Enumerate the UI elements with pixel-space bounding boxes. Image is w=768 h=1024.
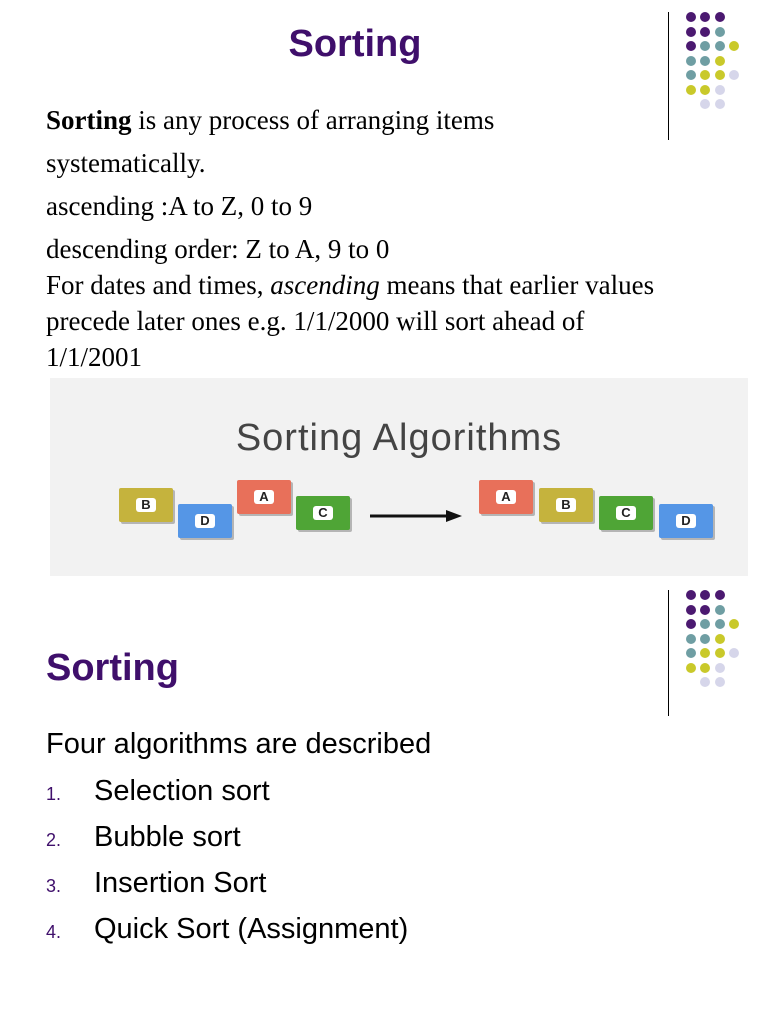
block-letter: C xyxy=(616,506,635,520)
figure-title: Sorting Algorithms xyxy=(235,417,563,459)
decorative-dot xyxy=(686,663,696,673)
decorative-dot xyxy=(715,619,725,629)
decorative-dot xyxy=(700,634,710,644)
block-letter: A xyxy=(254,490,273,504)
decorative-dot xyxy=(686,634,696,644)
decorative-dot xyxy=(715,590,725,600)
list-item-text: Bubble sort xyxy=(94,821,241,853)
slide-title: Sorting xyxy=(46,647,179,689)
decorative-dot xyxy=(715,677,725,687)
sorting-algorithms-figure xyxy=(50,378,748,576)
block-letter: D xyxy=(195,514,214,528)
decorative-dot xyxy=(686,590,696,600)
decorative-dot xyxy=(700,605,710,615)
decorative-dot xyxy=(700,85,710,95)
block-sorted-1 xyxy=(479,480,533,514)
dates-emphasis: ascending xyxy=(270,270,380,300)
block-letter: A xyxy=(496,490,515,504)
decorative-dot xyxy=(686,12,696,22)
decorative-dot xyxy=(715,663,725,673)
block-letter: C xyxy=(313,506,332,520)
list-number: 3. xyxy=(46,876,62,896)
ascending-line: ascending :A to Z, 0 to 9 xyxy=(46,191,313,221)
arrow-right-icon xyxy=(368,506,464,526)
dates-line-3: 1/1/2001 xyxy=(46,342,143,372)
divider-line xyxy=(668,590,669,716)
dates-prefix: For dates and times, xyxy=(46,270,271,300)
slide-title: Sorting xyxy=(288,23,422,65)
decorative-dot xyxy=(715,56,725,66)
decorative-dot xyxy=(686,619,696,629)
decorative-dot xyxy=(686,70,696,80)
block-sorted-2 xyxy=(539,488,593,522)
block-letter: B xyxy=(136,498,155,512)
decorative-dot xyxy=(700,677,710,687)
decorative-dot xyxy=(686,648,696,658)
decorative-dot xyxy=(715,634,725,644)
definition-text: is any process of arranging items xyxy=(131,105,495,135)
decorative-dot xyxy=(715,12,725,22)
decorative-dot xyxy=(715,70,725,80)
decorative-dot xyxy=(700,12,710,22)
decorative-dot xyxy=(700,41,710,51)
decorative-dot xyxy=(700,27,710,37)
decorative-dot xyxy=(686,56,696,66)
block-unsorted-4 xyxy=(296,496,350,530)
decorative-dot xyxy=(700,619,710,629)
decorative-dot xyxy=(715,41,725,51)
decorative-dot xyxy=(715,648,725,658)
decorative-dot xyxy=(729,648,739,658)
list-item-text: Selection sort xyxy=(94,775,270,807)
block-sorted-4 xyxy=(659,504,713,538)
dates-line-2: precede later ones e.g. 1/1/2000 will sort ahead of xyxy=(46,306,585,336)
decorative-dot xyxy=(686,85,696,95)
block-unsorted-1 xyxy=(119,488,173,522)
block-sorted-3 xyxy=(599,496,653,530)
decorative-dot xyxy=(686,605,696,615)
dates-paragraph xyxy=(46,267,736,375)
decorative-dot xyxy=(700,648,710,658)
decorative-dot xyxy=(715,605,725,615)
decorative-dot xyxy=(729,41,739,51)
block-letter: D xyxy=(676,514,695,528)
decorative-dot xyxy=(700,590,710,600)
block-unsorted-2 xyxy=(178,504,232,538)
decorative-dot xyxy=(700,663,710,673)
decorative-dot xyxy=(729,619,739,629)
definition-line-2: systematically. xyxy=(46,148,206,178)
list-item-text: Quick Sort (Assignment) xyxy=(94,913,409,945)
decorative-dot xyxy=(729,70,739,80)
dot-grid-decoration xyxy=(668,590,758,720)
list-number: 1. xyxy=(46,784,62,804)
decorative-dot xyxy=(700,56,710,66)
decorative-dot xyxy=(686,27,696,37)
decorative-dot xyxy=(700,70,710,80)
definition-line xyxy=(46,99,736,142)
slide-body xyxy=(46,99,736,375)
descending-line: descending order: Z to A, 9 to 0 xyxy=(46,234,390,264)
decorative-dot xyxy=(715,27,725,37)
slide-2 xyxy=(0,580,768,1024)
decorative-dot xyxy=(686,41,696,51)
dates-line-1: means that earlier values xyxy=(379,270,655,300)
definition-term: Sorting xyxy=(46,105,132,135)
list-number: 2. xyxy=(46,830,62,850)
decorative-dot xyxy=(715,85,725,95)
list-item-text: Insertion Sort xyxy=(94,867,267,899)
intro-text: Four algorithms are described xyxy=(46,728,432,760)
list-number: 4. xyxy=(46,922,62,942)
block-unsorted-3 xyxy=(237,480,291,514)
block-letter: B xyxy=(556,498,575,512)
